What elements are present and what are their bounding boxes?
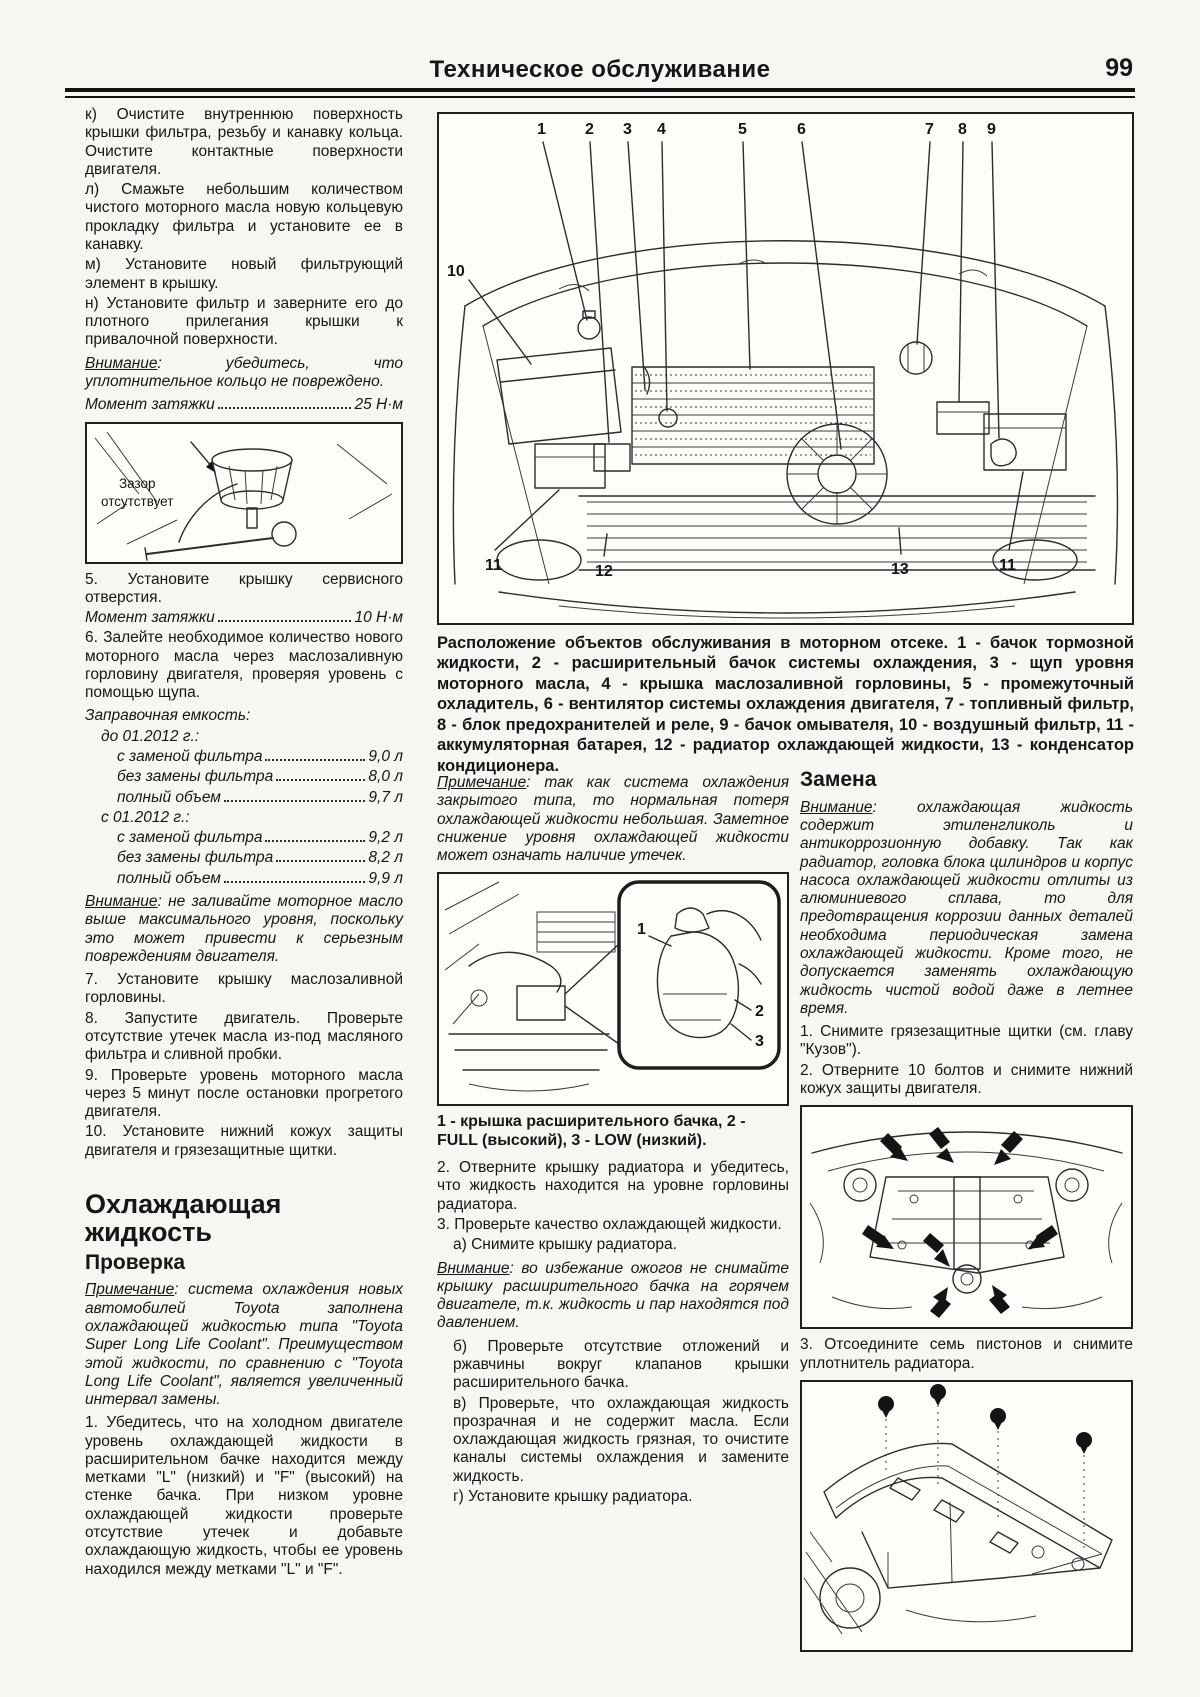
oil-filter-illustration — [87, 424, 401, 562]
callout-10: 10 — [447, 263, 465, 280]
middle-column — [437, 774, 789, 1508]
dot-leader — [218, 620, 352, 622]
radiator-seal-illustration — [802, 1382, 1131, 1650]
section-title-coolant: Охлаждающая жидкость — [85, 1188, 282, 1248]
replace-step-3: 3. Отсоедините семь пистонов и снимите уплотнитель радиатора. — [800, 1336, 1133, 1372]
callout-9: 9 — [987, 121, 996, 138]
callout-2: 2 — [585, 121, 594, 138]
clip-pins — [878, 1384, 1092, 1550]
inset-label-2: 2 — [755, 1003, 764, 1021]
coolant-step-3b: б) Проверьте отсутствие отложений и ржавчины вокруг клапанов крышки расширительного бачка. — [453, 1337, 789, 1392]
warning-glycol: Внимание: охлаждающая жидкость содержит этиленгликоль и антикоррозионную добавку. Так как радиатор, головка блока цилиндров и корпус насоса охлаждающей жидкости отлиты из алюминиевого сплава, то для предотвращения коррозии данных деталей необходима периодическая замена охлаждающей жидкости. Кроме того, не допускается заменять охлаждающую жидкость чистой водой даже в летнее время. — [800, 798, 1133, 1017]
inset-label-1: 1 — [637, 921, 646, 939]
page-title: Техническое обслуживание — [429, 56, 771, 83]
step-7: 7. Установите крышку маслозаливной горловины. — [85, 971, 403, 1007]
warning-overfill: Внимание: не заливайте моторное масло выше максимального уровня, поскольку это может привести к серьезным повреждениям двигателя. — [85, 893, 403, 965]
callout-12: 12 — [595, 563, 613, 580]
coolant-step-2: 2. Отверните крышку радиатора и убедитесь, что жидкость находится на уровне горловины радиатора. — [437, 1159, 789, 1213]
dot-leader — [218, 407, 352, 409]
callout-8: 8 — [958, 121, 967, 138]
step-8: 8. Запустите двигатель. Проверьте отсутствие утечек масла из-под масляного фильтра и сливной пробки. — [85, 1009, 403, 1064]
callout-4: 4 — [657, 121, 666, 138]
tank-figure-caption: 1 - крышка расширительного бачка, 2 - FULL (высокий), 3 - LOW (низкий). — [437, 1113, 746, 1150]
coolant-step-3d: г) Установите крышку радиатора. — [453, 1487, 693, 1505]
warning-seal — [85, 355, 403, 392]
capacity-row: полный объем 9,7 л — [117, 788, 403, 806]
callout-13: 13 — [891, 561, 909, 578]
replace-step-2: 2. Отверните 10 болтов и снимите нижний кожух защиты двигателя. — [800, 1061, 1133, 1097]
capacity-title: Заправочная емкость: — [85, 707, 251, 725]
capacity-row: с заменой фильтра 9,2 л — [117, 829, 403, 847]
expansion-tank-illustration — [439, 874, 787, 1104]
step-k: к) Очистите внутреннюю поверхность крышки фильтра, резьбу и канавку кольца. Очистите контактные поверхности двигателя. — [85, 106, 403, 178]
inset-label-3: 3 — [755, 1033, 764, 1051]
capacity-period-1: до 01.2012 г.: — [101, 727, 200, 745]
step-n: н) Установите фильтр и заверните его до плотного прилегания крышки к привалочной поверхности. — [85, 294, 403, 349]
capacity-period-2: с 01.2012 г.: — [101, 808, 190, 826]
capacity-row: с заменой фильтра 9,0 л — [117, 748, 403, 766]
step-l: л) Смажьте небольшим количеством чистого моторного масла новую кольцевую прокладку фильтра и установите ее в канавку. — [85, 181, 403, 253]
replace-step-1: 1. Снимите грязезащитные щитки (см. главу "Кузов"). — [800, 1023, 1133, 1059]
step-9: 9. Проверьте уровень моторного масла через 5 минут после остановки прогретого двигателя. — [85, 1066, 403, 1121]
torque-spec-10 — [85, 609, 403, 627]
subsection-replace: Замена — [800, 768, 877, 791]
right-column — [800, 768, 1133, 1659]
warning-text: : убедитесь, что уплотнительное кольцо не повреждено. — [85, 354, 403, 390]
left-column — [85, 106, 403, 1581]
step-6: 6. Залейте необходимое количество нового моторного масла через маслозаливную горловину двигателя, проверяя уровень с помощью щупа. — [85, 629, 403, 702]
figure-undercover — [800, 1105, 1133, 1329]
step-5: 5. Установите крышку сервисного отверстия. — [85, 570, 403, 606]
note-coolant-loss: Примечание: так как система охлаждения закрытого типа, то нормальная потеря охлаждающей жидкости небольшая. Заметное снижение уровня охлаждающей жидкости может означать наличие утечек. — [437, 774, 789, 865]
torque-label: Момент затяжки — [85, 609, 215, 627]
coolant-step-3a: а) Снимите крышку радиатора. — [453, 1236, 677, 1254]
capacity-row: без замены фильтра 8,0 л — [117, 768, 403, 786]
gap-label-line2: отсутствует — [101, 493, 174, 509]
torque-value: 25 Н·м — [354, 396, 403, 414]
callout-1: 1 — [537, 121, 546, 138]
warning-label: Внимание — [85, 354, 158, 372]
callout-11-left: 11 — [485, 557, 502, 574]
figure-engine-bay — [437, 112, 1134, 625]
figure-oil-filter — [85, 422, 403, 564]
callout-6: 6 — [797, 121, 806, 138]
note-coolant-type: Примечание: система охлаждения новых автомобилей Toyota заполнена охлаждающей жидкостью типа "Toyota Super Long Life Coolant". Преимуществом этой жидкости, по сравнению с "Toyota Long Life Coolant", является увеличенный интервал замены. — [85, 1281, 403, 1409]
main-figure-caption: Расположение объектов обслуживания в моторном отсеке. 1 - бачок тормозной жидкости, 2 - расширительный бачок системы охлаждения, 3 - щуп уровня моторного масла, 4 - крышка маслозаливной горловины, 5 - промежуточный охладитель, 6 - вентилятор системы охлаждения двигателя, 7 - топливный фильтр, 8 - блок предохранителей и реле, 9 - бачок омывателя, 10 - воздушный фильтр, 11 - аккумуляторная батарея, 12 - радиатор охлаждающей жидкости, 13 - конденсатор кондиционера. — [437, 634, 1134, 775]
warning-burn: Внимание: во избежание ожогов не снимайте крышку расширительного бачка на горячем двигателе, т.к. жидкость и пар находятся под давлением. — [437, 1259, 789, 1332]
figure-expansion-tank — [437, 872, 789, 1106]
header-rule — [65, 88, 1135, 98]
torque-label: Момент затяжки — [85, 396, 215, 414]
torque-spec-25 — [85, 396, 403, 414]
gap-label-line1: Зазор — [119, 475, 156, 491]
engine-bay-illustration — [439, 114, 1132, 623]
page-number: 99 — [1105, 54, 1133, 82]
callout-7: 7 — [925, 121, 934, 138]
step-m: м) Установите новый фильтрующий элемент в крышку. — [85, 256, 403, 292]
torque-value: 10 Н·м — [354, 609, 403, 627]
coolant-step-3c: в) Проверьте, что охлаждающая жидкость прозрачная и не содержит масла. Если охлаждающая жидкость грязная, то очистите каналы системы охлаждения и замените жидкость. — [453, 1394, 789, 1485]
callout-3: 3 — [623, 121, 632, 138]
step-10: 10. Установите нижний кожух защиты двигателя и грязезащитные щитки. — [85, 1123, 403, 1159]
capacity-row: полный объем 9,9 л — [117, 869, 403, 887]
coolant-step-1: 1. Убедитесь, что на холодном двигателе уровень охлаждающей жидкости в расширительном бачке находится между метками "L" (низкий) и "F" (высокий) на стенке бачка. При низком уровне охлаждающей жидкости проверьте отсутствие утечек и добавьте охлаждающую жидкость, чтобы ее уровень находился между метками "L" и "F". — [85, 1414, 403, 1578]
undercover-illustration — [802, 1107, 1131, 1327]
capacity-row: без замены фильтра 8,2 л — [117, 849, 403, 867]
coolant-step-3: 3. Проверьте качество охлаждающей жидкости. — [437, 1216, 782, 1233]
callout-5: 5 — [738, 121, 747, 138]
page-header — [65, 56, 1135, 84]
subsection-check: Проверка — [85, 1250, 186, 1274]
callout-11-right: 11 — [999, 557, 1016, 574]
figure-radiator-seal — [800, 1380, 1133, 1652]
